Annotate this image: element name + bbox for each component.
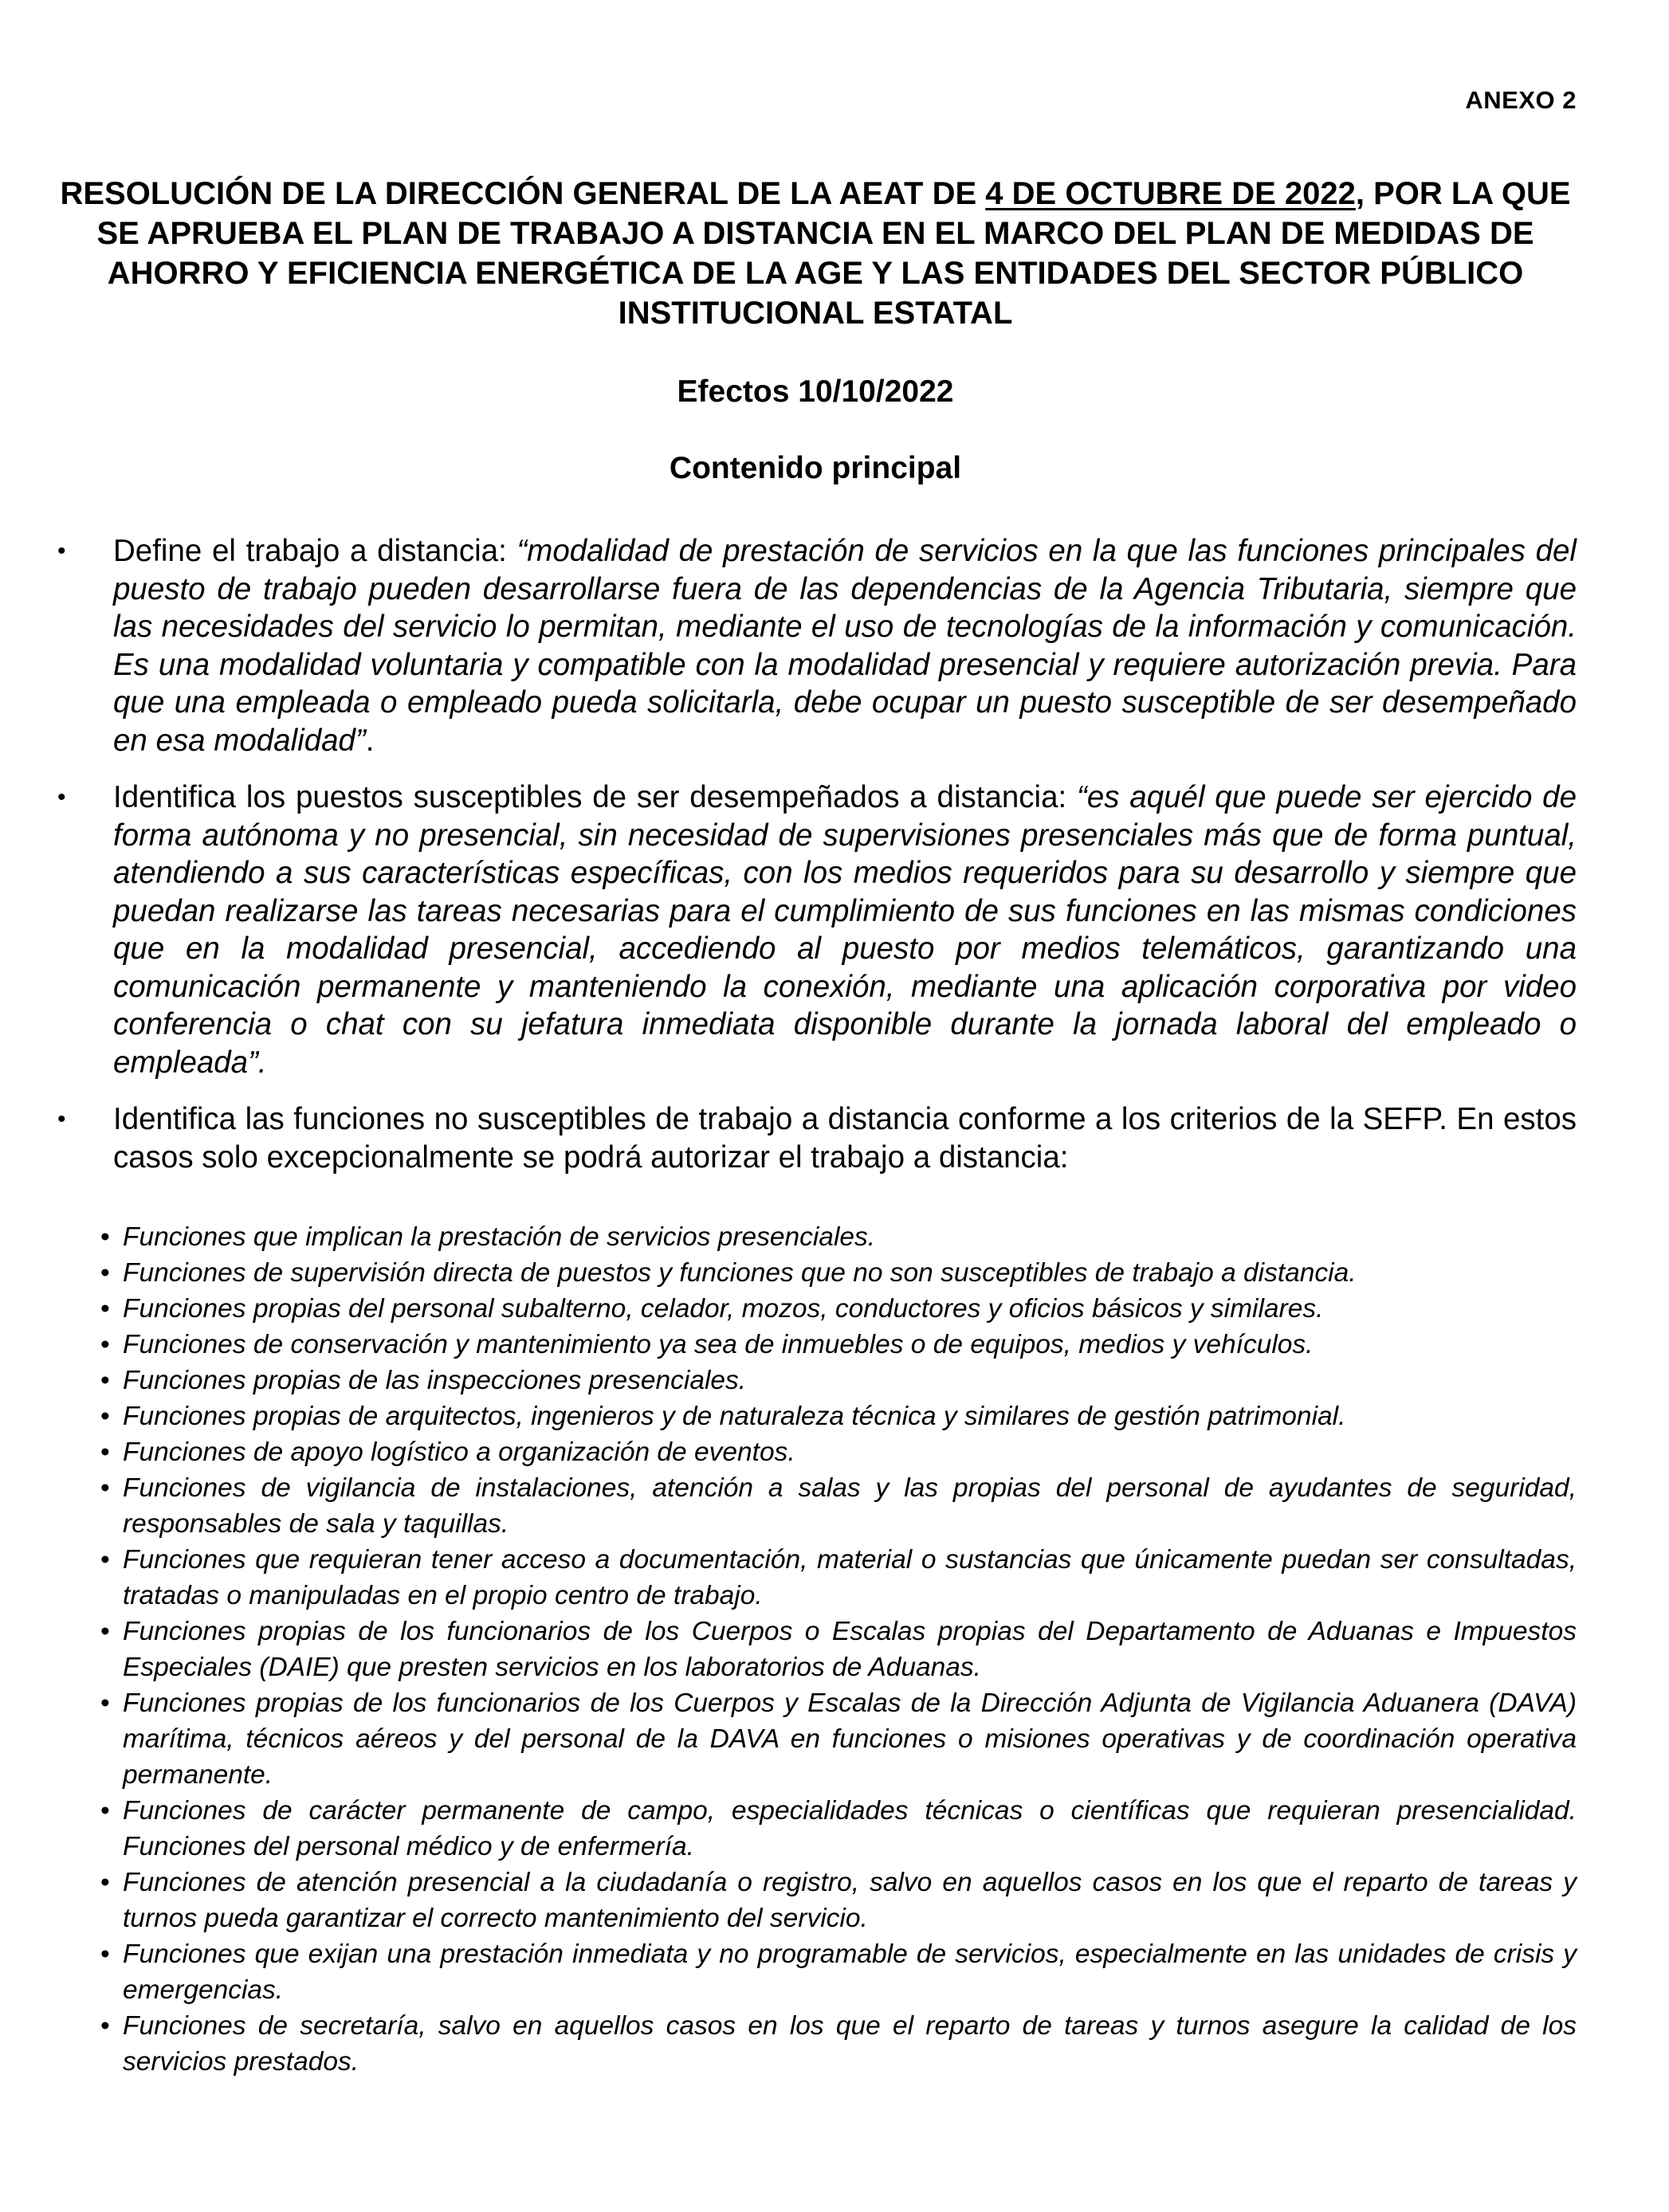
- bullet-icon: •: [100, 1617, 110, 1646]
- function-item: [100, 1219, 1577, 1255]
- bullet-icon: •: [57, 784, 66, 810]
- function-item: [100, 1865, 1577, 1936]
- function-text: Funciones que requieran tener acceso a documentación, material o sustancias que únicamente puedan ser consultadas, tratadas o manipuladas en el propio centro de trabajo.: [123, 1545, 1577, 1610]
- bullet-icon: •: [100, 1258, 110, 1288]
- function-text: Funciones que exijan una prestación inmediata y no programable de servicios, especialmente en las unidades de crisis y emergencias.: [123, 1939, 1577, 2005]
- function-item: [100, 1363, 1577, 1398]
- function-item: [100, 1542, 1577, 1614]
- function-item: [100, 2008, 1577, 2080]
- function-text: Funciones de atención presencial a la ciudadanía o registro, salvo en aquellos casos en los que el reparto de tareas y turnos pueda garantizar el correcto mantenimiento del servicio.: [123, 1868, 1577, 1933]
- function-text: Funciones de carácter permanente de campo, especialidades técnicas o científicas que requieran presencialidad. Funciones del personal médico y de enfermería.: [123, 1796, 1577, 1861]
- function-item: [100, 1291, 1577, 1327]
- function-text: Funciones propias del personal subalterno, celador, mozos, conductores y oficios básicos y similares.: [123, 1294, 1324, 1324]
- bullet-icon: •: [100, 1868, 110, 1897]
- main-bullet-item: [54, 532, 1577, 759]
- bullet-icon: •: [100, 1330, 110, 1359]
- function-item: [100, 1398, 1577, 1434]
- function-item: [100, 1614, 1577, 1685]
- function-text: Funciones de secretaría, salvo en aquellos casos en los que el reparto de tareas y turnos asegure la calidad de los servicios prestados.: [123, 2011, 1577, 2077]
- title-part-2: , POR LA QUE SE APRUEBA EL PLAN DE TRABAJO A DISTANCIA EN EL MARCO DEL PLAN DE MEDIDAS DE AHORRO Y EFICIENCIA ENERGÉTICA DE LA AGE Y LAS ENTIDADES DEL SECTOR PÚBLICO INSTITUCIONAL ESTATAL: [96, 176, 1571, 331]
- functions-list: [100, 1219, 1577, 2080]
- bullet-quote: “es aquél que puede ser ejercido de forma autónoma y no presencial, sin necesidad de supervisiones presenciales más que de forma puntual, atendiendo a sus características específicas, con los medios requeridos para su desarrollo y siempre que puedan realizarse las tareas necesarias para el cumplimiento de sus funciones en las mismas condiciones que en la modalidad presencial, accediendo al puesto por medios telemáticos, garantizando una comunicación permanente y manteniendo la conexión, mediante una aplicación corporativa por video conferencia o chat con su jefatura inmediata disponible durante la jornada laboral del empleado o empleada”.: [113, 780, 1577, 1080]
- annex-label: ANEXO 2: [1465, 86, 1577, 114]
- bullet-icon: •: [100, 1688, 110, 1718]
- function-text: Funciones de supervisión directa de puestos y funciones que no son susceptibles de trabajo a distancia.: [123, 1258, 1357, 1288]
- title-date: 4 DE OCTUBRE DE 2022: [985, 176, 1356, 211]
- function-text: Funciones de vigilancia de instalaciones, atención a salas y las propias del personal de ayudantes de seguridad, responsables de sala y taquillas.: [123, 1473, 1577, 1539]
- function-item: [100, 1255, 1577, 1291]
- function-item: [100, 1470, 1577, 1542]
- bullet-icon: •: [100, 1294, 110, 1324]
- bullet-lead: Identifica las funciones no susceptibles de trabajo a distancia conforme a los criterios de la SEFP. En estos casos solo excepcionalmente se podrá autorizar el trabajo a distancia:: [113, 1102, 1577, 1175]
- main-bullet-item: [54, 779, 1577, 1081]
- bullet-icon: •: [100, 1473, 110, 1503]
- function-item: [100, 1793, 1577, 1865]
- function-text: Funciones propias de los funcionarios de los Cuerpos o Escalas propias del Departamento de Aduanas e Impuestos Especiales (DAIE) que presten servicios en los laboratorios de Aduanas.: [123, 1617, 1577, 1682]
- function-item: [100, 1327, 1577, 1363]
- bullet-icon: •: [100, 1402, 110, 1431]
- bullet-icon: •: [100, 1366, 110, 1395]
- bullet-lead: Define el trabajo a distancia:: [113, 534, 517, 568]
- bullet-icon: •: [100, 1939, 110, 1969]
- main-bullet-list: [54, 532, 1577, 1195]
- function-item: [100, 1685, 1577, 1793]
- section-heading: Contenido principal: [669, 451, 962, 485]
- effects-date: Efectos 10/10/2022: [677, 375, 954, 409]
- function-text: Funciones que implican la prestación de servicios presenciales.: [123, 1222, 876, 1252]
- function-item: [100, 1936, 1577, 2008]
- bullet-icon: •: [100, 1222, 110, 1252]
- main-bullet-item: [54, 1100, 1577, 1176]
- function-item: [100, 1434, 1577, 1470]
- bullet-icon: •: [57, 1106, 66, 1132]
- bullet-quote: “modalidad de prestación de servicios en la que las funciones principales del puesto de trabajo pueden desarrollarse fuera de las dependencias de la Agencia Tributaria, siempre que las necesidades del servicio lo permitan, mediante el uso de tecnologías de la información y comunicación. Es una modalidad voluntaria y compatible con la modalidad presencial y requiere autorización previa. Para que una empleada o empleado pueda solicitarla, debe ocupar un puesto susceptible de ser desempeñado en esa modalidad”: [113, 534, 1577, 758]
- function-text: Funciones propias de las inspecciones presenciales.: [123, 1366, 747, 1395]
- bullet-icon: •: [57, 538, 66, 564]
- document-title: [54, 174, 1577, 333]
- function-text: Funciones propias de arquitectos, ingenieros y de naturaleza técnica y similares de gestión patrimonial.: [123, 1402, 1346, 1431]
- bullet-icon: •: [100, 1796, 110, 1826]
- bullet-icon: •: [100, 2011, 110, 2041]
- bullet-icon: •: [100, 1437, 110, 1467]
- function-text: Funciones de conservación y mantenimiento ya sea de inmuebles o de equipos, medios y vehículos.: [123, 1330, 1314, 1359]
- bullet-icon: •: [100, 1545, 110, 1575]
- title-part-1: RESOLUCIÓN DE LA DIRECCIÓN GENERAL DE LA AEAT DE: [60, 176, 986, 211]
- bullet-tail: .: [365, 723, 375, 758]
- function-text: Funciones de apoyo logístico a organización de eventos.: [123, 1437, 795, 1467]
- bullet-lead: Identifica los puestos susceptibles de ser desempeñados a distancia:: [113, 780, 1077, 814]
- function-text: Funciones propias de los funcionarios de los Cuerpos y Escalas de la Dirección Adjunta de Vigilancia Aduanera (DAVA) marítima, técnicos aéreos y del personal de la DAVA en funciones o misiones operativas y de coordinación operativa permanente.: [123, 1688, 1577, 1790]
